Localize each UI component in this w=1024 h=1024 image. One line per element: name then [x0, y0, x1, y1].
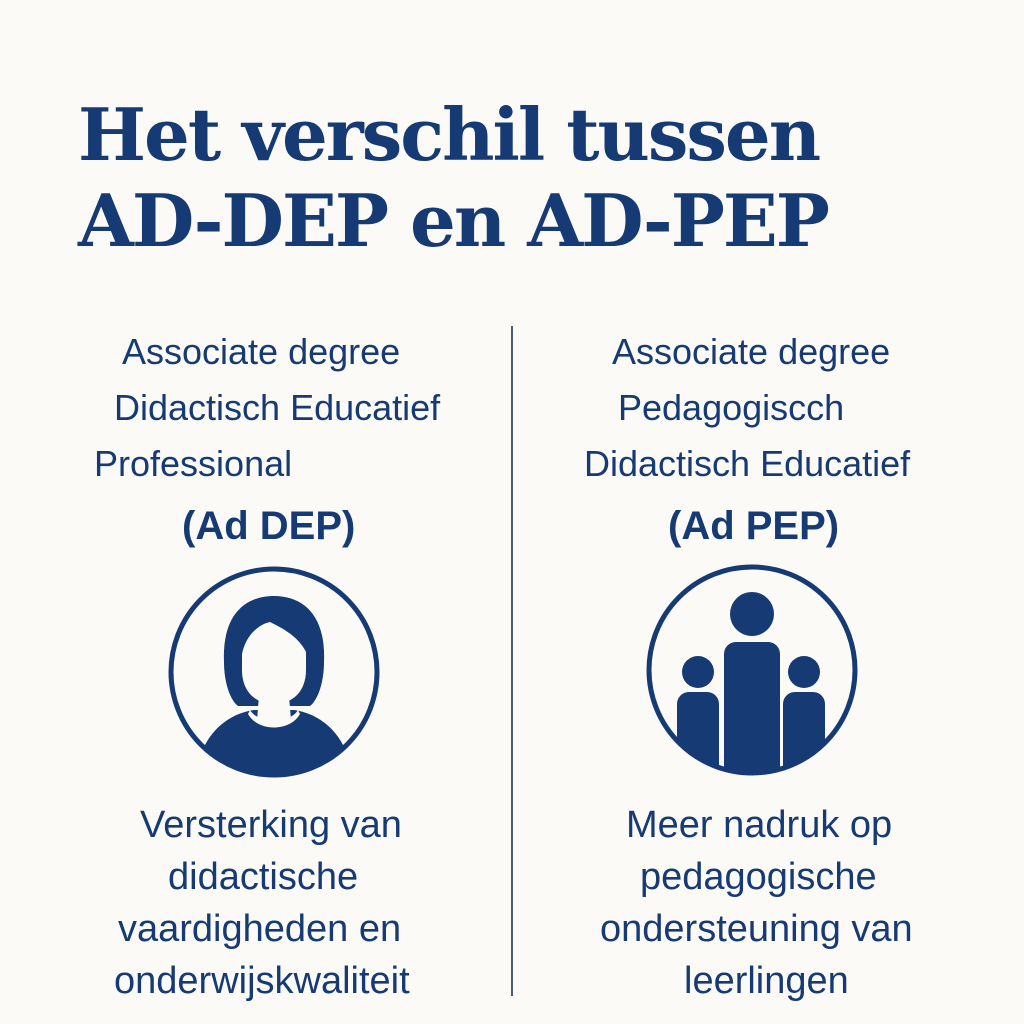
ad-dep-desc-line-2: didactische: [168, 856, 359, 898]
ad-dep-abbreviation: (Ad DEP): [182, 504, 356, 548]
title-line-2: AD-DEP en AD-PEP: [78, 178, 828, 263]
ad-pep-name-line-1: Associate degree: [612, 331, 891, 372]
page-title: [78, 92, 978, 264]
ad-dep-name-line-3: Professional: [94, 443, 293, 484]
ad-pep-abbreviation: (Ad PEP): [668, 504, 840, 548]
title-line-1: Het verschil tussen: [78, 92, 820, 177]
ad-dep-desc-line-3: vaardigheden en: [118, 908, 402, 950]
ad-pep-desc-line-2: pedagogische: [640, 856, 877, 898]
ad-dep-desc-line-4: onderwijskwaliteit: [114, 960, 410, 1002]
column-divider: [511, 326, 513, 996]
person-icon: [166, 564, 382, 780]
ad-pep-desc-line-3: ondersteuning van: [600, 908, 913, 950]
ad-dep-name-line-1: Associate degree: [122, 331, 401, 372]
ad-pep-desc-line-4: leerlingen: [684, 960, 849, 1002]
ad-pep-name-line-3: Didactisch Educatief: [584, 443, 911, 484]
ad-pep-name-line-2: Pedagogiscch: [618, 387, 845, 428]
ad-dep-desc-line-1: Versterking van: [140, 804, 402, 846]
ad-pep-desc-line-1: Meer nadruk op: [626, 804, 893, 846]
ad-dep-name-line-2: Didactisch Educatief: [114, 387, 441, 428]
group-icon: [644, 562, 860, 778]
